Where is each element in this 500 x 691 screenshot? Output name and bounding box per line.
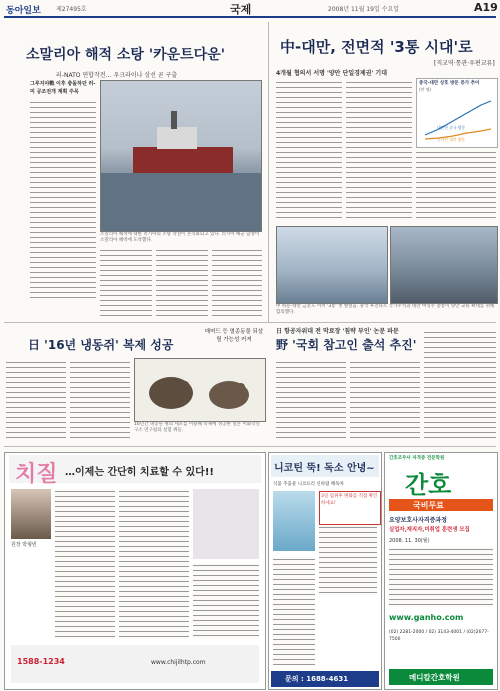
page-number: A19: [474, 1, 498, 14]
china-photo-1: [276, 226, 388, 304]
nursing-free-banner: [389, 499, 493, 511]
nicotine-ad: [268, 452, 382, 690]
doctor-photo: [11, 489, 51, 539]
somalia-box-title: 그루지야戰 이후 충돌하던 러-미 공조전개 계획 주목: [30, 81, 96, 95]
nursing-course2: 실업자,재직자,미취업 훈련생 모집: [389, 527, 470, 533]
section-rule-2: [4, 446, 496, 447]
nursing-date: 2008. 11. 30(월): [389, 538, 430, 544]
dental-headline-main: 치질: [15, 462, 58, 487]
section-title: 국제: [230, 3, 252, 16]
japan-headline: 野 '국회 참고인 출석 추진': [276, 338, 417, 352]
nicotine-box: 3일 섭취후 변화를 직접 확인하세요!: [319, 491, 381, 525]
cloning-body-col1: [6, 360, 66, 440]
dental-ad: [4, 452, 266, 690]
nursing-academy: 메디칼간호학원: [409, 673, 460, 682]
japan-body-col3: [424, 330, 496, 440]
china-taiwan-subhead: 4개월 협의서 서명 '양안 단일경제권' 기대: [276, 70, 388, 77]
header-rule: [4, 16, 496, 18]
dental-phone: 1588-1234: [17, 657, 65, 666]
china-taiwan-subhead-right: [직교역·통관·우편교류]: [434, 60, 495, 67]
nicotine-subtext: 식품 추출물 니코프리 신바람 해독차: [273, 482, 344, 487]
china-photo-2: [390, 226, 498, 304]
somalia-body-col2: [100, 248, 152, 318]
nursing-ad: [384, 452, 498, 690]
issue-date: 2008년 11월 19일 수요일: [328, 6, 400, 13]
cloning-photo: [134, 358, 266, 422]
china-caption: 中 하문-대만 금문도 이어 '3통' 첫 발걸음. 중국 후진타오 국가주석과 대만 마잉주 총통이 양안 교류 확대를 위해 합의했다.: [276, 304, 495, 315]
somalia-body-col4: [212, 248, 262, 318]
nursing-top-label: 간호조무사 자격증 전문학원: [389, 456, 445, 461]
chart-legend-1: 대만인 중국 방문: [437, 125, 466, 130]
nursing-footer: [389, 669, 493, 685]
nursing-headline: 간호: [405, 471, 452, 499]
dental-headline-rest: …이제는 간단히 치료할 수 있다!!: [65, 467, 214, 478]
cloning-headline: 日 '16년 냉동쥐' 복제 성공: [28, 338, 174, 352]
nursing-course: 요양보호사자격증과정: [389, 517, 447, 524]
nursing-url[interactable]: www.ganho.com: [389, 613, 464, 622]
dental-body-col3: [193, 563, 259, 639]
japan-subhead: 日 항공자위대 전 막료장 '침략 부인' 논문 파문: [276, 328, 399, 335]
dental-ad-header: [9, 455, 261, 487]
nicotine-product-image: [273, 491, 315, 551]
chart-unit: (만 명): [419, 87, 432, 92]
nursing-free-label: 국비무료: [413, 501, 444, 510]
nursing-body: [389, 547, 493, 607]
somalia-body-col1: [30, 100, 96, 300]
dental-url[interactable]: www.chijilhtp.com: [151, 659, 206, 666]
doctor-label: 원장 박형빈: [11, 542, 37, 548]
chart-legend-2: 중국인 대만 방문: [437, 137, 466, 142]
somalia-subhead: 러-NATO 연합작전… 우크라이나 상선 곧 구출: [56, 72, 178, 79]
somalia-body-col3: [156, 248, 208, 318]
nursing-phones: (02) 2281-2000 / 02) 3143-4001 / (02)2677-7500: [389, 630, 489, 642]
visitor-chart: [416, 78, 498, 148]
nicotine-body-col2: [273, 557, 315, 665]
chart-title: 중국-대만 상호 방문 증가 추이: [419, 81, 480, 86]
somalia-photo: [100, 80, 262, 232]
nicotine-footer: [271, 671, 379, 687]
dental-ad-footer: [11, 645, 259, 683]
somalia-headline: 소말리아 해적 소탕 '카운트다운': [26, 47, 226, 63]
cloning-subhead: 매머드 등 멸종동물 되살릴 가능성 커져: [204, 329, 264, 343]
nicotine-header: [271, 455, 379, 477]
issue-number: 제27495호: [56, 6, 87, 13]
dental-ad-image: [193, 489, 259, 559]
japan-body-col2: [350, 360, 420, 440]
nicotine-body-col1: [319, 525, 377, 595]
japan-body-col1: [276, 360, 346, 440]
china-taiwan-headline: 中-대만, 전면적 '3통 시대'로: [280, 38, 473, 56]
china-body-col1: [276, 80, 342, 220]
china-body-col2: [346, 80, 412, 220]
dental-body-col1: [55, 489, 115, 639]
newspaper-logo: 동아일보: [6, 6, 41, 16]
nicotine-headline: 니코틴 뚝! 독소 안녕~: [274, 463, 375, 474]
cloning-caption: 16년간 냉동된 쥐의 세포를 이용해 복제에 성공한 일본 이화학연구소 연구팀의 실험 쥐들.: [134, 422, 260, 433]
china-body-col3: [416, 150, 496, 220]
somalia-caption: 소말리아 해적에 대한 러시아의 소탕 작전이 본격화되고 있다. 러시아 해군 함정이 소말리아 해역에 도착했다.: [100, 232, 260, 243]
nicotine-phone: 문의 : 1688-4631: [285, 675, 349, 683]
column-divider: [268, 22, 269, 322]
section-rule-1: [4, 322, 496, 323]
cloning-body-col2: [70, 360, 130, 440]
dental-body-col2: [119, 489, 189, 639]
